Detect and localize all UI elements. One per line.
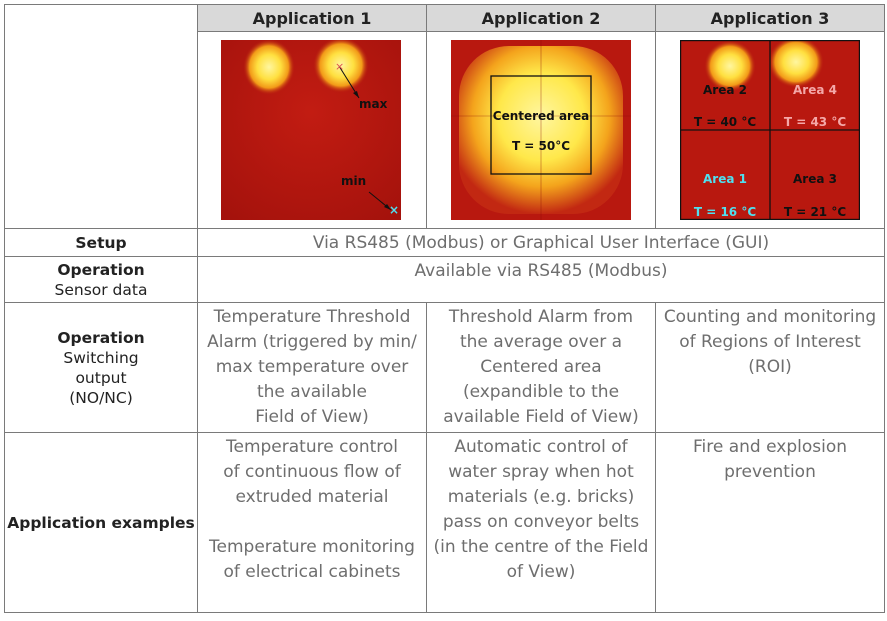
corner-cell (5, 5, 198, 229)
setup-label: Setup (75, 233, 127, 252)
area1-label: Area 1 (703, 172, 747, 186)
switching-label-bold: Operation (57, 328, 145, 347)
row-label-application-examples: Application examples (5, 433, 198, 613)
max-marker: × (335, 60, 345, 73)
text-line: Centered area (480, 357, 602, 377)
text-line: (ROI) (748, 357, 792, 377)
row-label-sensor-data (5, 257, 198, 303)
thermal-image-application-1 (221, 40, 401, 220)
text-line: available Field of View) (443, 407, 639, 427)
text-line: max temperature over (215, 357, 409, 377)
text-line: of Regions of Interest (679, 332, 861, 352)
text-line: Field of View) (255, 407, 369, 427)
min-label: min (341, 174, 367, 188)
header-application-1: Application 1 (198, 5, 427, 32)
text-line: Counting and monitoring (663, 307, 877, 327)
text-line: Temperature monitoring (209, 537, 415, 557)
text-line: prevention (724, 462, 816, 482)
text-line: Fire and explosion (692, 437, 848, 457)
centered-area-label: Centered area (492, 109, 590, 123)
sensor-value: Available via RS485 (Modbus) (198, 257, 885, 303)
setup-value: Via RS485 (Modbus) or Graphical User Interface (GUI) (198, 229, 885, 257)
text-line: water spray when hot (448, 462, 634, 482)
max-label: max (359, 97, 388, 111)
min-marker: × (389, 203, 400, 217)
area4-label: Area 4 (793, 83, 837, 97)
text-line: (in the centre of the Field (433, 537, 649, 557)
switching-app1 (198, 303, 427, 433)
text-line: Threshold Alarm from (448, 307, 634, 327)
thermal-image-application-2 (451, 40, 631, 220)
text-line: (expandible to the (462, 382, 620, 402)
row-label-setup (5, 229, 198, 257)
text-line: of electrical cabinets (223, 562, 401, 582)
area1-temp: T = 16 °C (693, 205, 757, 219)
thermal-image-application-3 (680, 40, 860, 220)
centered-area-temp: T = 50°C (511, 139, 571, 153)
switching-app3 (656, 303, 885, 433)
text-line: Automatic control of (454, 437, 628, 457)
switching-app2 (427, 303, 656, 433)
application-table (4, 4, 885, 613)
switching-label-sub1: Switching (63, 348, 139, 367)
image-cell-application-1 (198, 32, 427, 229)
examples-app3 (656, 433, 885, 613)
text-line: Alarm (triggered by min/ (207, 332, 417, 352)
sensor-label-sub: Sensor data (54, 280, 148, 299)
area3-label: Area 3 (793, 172, 837, 186)
area2-label: Area 2 (703, 83, 747, 97)
spacer (198, 510, 426, 535)
switching-label-sub3: (NO/NC) (69, 388, 133, 407)
image-cell-application-3 (656, 32, 885, 229)
text-line: Temperature Threshold (213, 307, 411, 327)
text-line: of View) (506, 562, 576, 582)
area2-temp: T = 40 °C (693, 115, 757, 129)
area4-temp: T = 43 °C (783, 115, 847, 129)
examples-app2 (427, 433, 656, 613)
text-line: Temperature control (225, 437, 399, 457)
image-cell-application-2 (427, 32, 656, 229)
text-line: the average over a (459, 332, 623, 352)
text-line: the available (256, 382, 368, 402)
switching-label-sub2: output (75, 368, 127, 387)
text-line: materials (e.g. bricks) (447, 487, 635, 507)
row-label-switching-output (5, 303, 198, 433)
header-application-2: Application 2 (427, 5, 656, 32)
header-application-3: Application 3 (656, 5, 885, 32)
sensor-label-bold: Operation (57, 260, 145, 279)
examples-app1 (198, 433, 427, 613)
text-line: pass on conveyor belts (442, 512, 640, 532)
area3-temp: T = 21 °C (783, 205, 847, 219)
text-line: extruded material (235, 487, 389, 507)
text-line: of continuous flow of (223, 462, 401, 482)
